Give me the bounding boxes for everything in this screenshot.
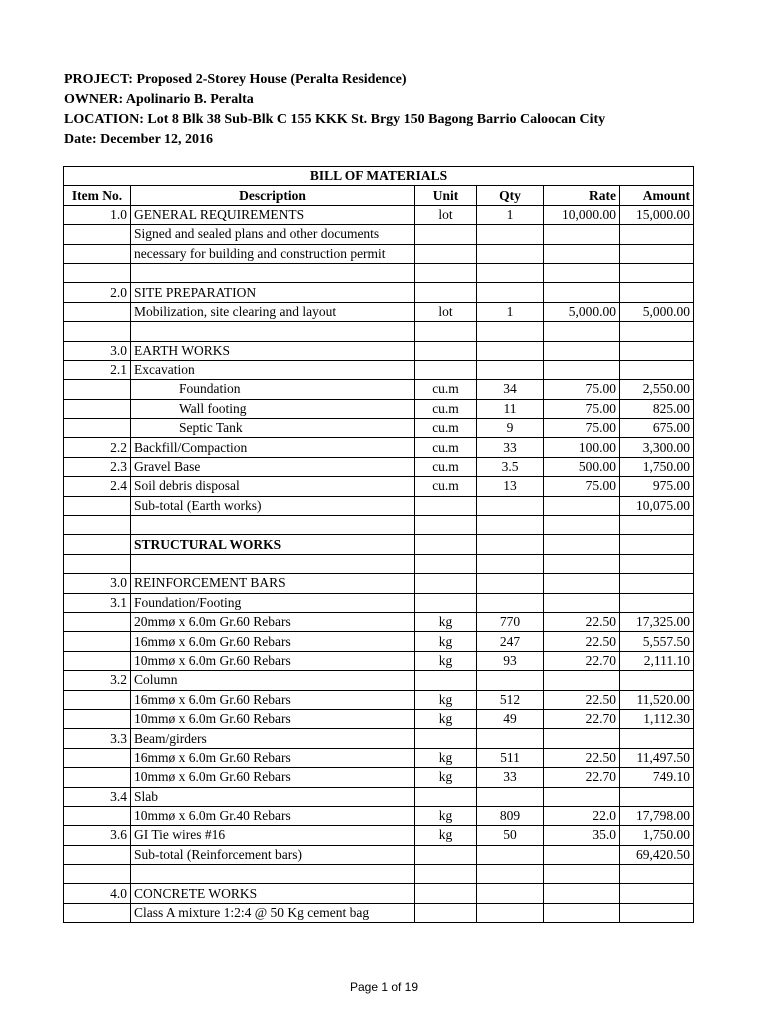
table-title: BILL OF MATERIALS [64,167,694,186]
description-cell: GI Tie wires #16 [131,826,415,845]
unit-cell [415,496,477,515]
unit-cell [415,535,477,554]
unit-cell: kg [415,632,477,651]
description-cell: 10mmø x 6.0m Gr.40 Rebars [131,806,415,825]
unit-cell [415,225,477,244]
description-cell: STRUCTURAL WORKS [131,535,415,554]
column-header-item: Item No. [64,186,131,205]
qty-cell [477,903,544,922]
qty-cell [477,516,544,535]
qty-cell: 809 [477,806,544,825]
rate-cell [544,341,620,360]
page-number: Page 1 of 19 [349,980,419,994]
qty-cell: 34 [477,380,544,399]
item-number-cell: 2.3 [64,457,131,476]
table-row [64,671,694,690]
item-number-cell [64,865,131,884]
table-row [64,225,694,244]
unit-cell: lot [415,302,477,321]
unit-cell [415,322,477,341]
amount-cell [620,322,694,341]
qty-cell: 1 [477,302,544,321]
amount-cell [620,341,694,360]
amount-cell [620,360,694,379]
table-row [64,302,694,321]
item-number-cell [64,516,131,535]
rate-cell [544,360,620,379]
item-number-cell: 3.4 [64,787,131,806]
rate-cell [544,244,620,263]
description-cell: SITE PREPARATION [131,283,415,302]
item-number-cell [64,380,131,399]
description-cell: 16mmø x 6.0m Gr.60 Rebars [131,690,415,709]
description-cell [131,516,415,535]
amount-cell [620,574,694,593]
description-cell: Slab [131,787,415,806]
table-row [64,554,694,573]
table-row [64,903,694,922]
amount-cell [620,225,694,244]
qty-cell [477,593,544,612]
description-cell: Foundation [131,380,415,399]
rate-cell: 100.00 [544,438,620,457]
qty-cell: 33 [477,768,544,787]
unit-cell [415,283,477,302]
amount-cell [620,554,694,573]
item-number-cell [64,651,131,670]
description-cell: Sub-total (Earth works) [131,496,415,515]
amount-cell: 69,420.50 [620,845,694,864]
amount-cell [620,535,694,554]
table-row [64,574,694,593]
description-cell: Foundation/Footing [131,593,415,612]
unit-cell [415,903,477,922]
description-cell [131,554,415,573]
item-number-cell: 3.0 [64,574,131,593]
item-number-cell [64,496,131,515]
rate-cell: 5,000.00 [544,302,620,321]
rate-cell: 75.00 [544,380,620,399]
description-cell: Class A mixture 1:2:4 @ 50 Kg cement bag [131,903,415,922]
table-row [64,651,694,670]
qty-cell: 9 [477,419,544,438]
unit-cell [415,360,477,379]
qty-cell [477,225,544,244]
qty-cell: 3.5 [477,457,544,476]
rate-cell [544,903,620,922]
qty-cell: 33 [477,438,544,457]
rate-cell [544,865,620,884]
table-row [64,341,694,360]
rate-cell [544,574,620,593]
item-number-cell [64,399,131,418]
unit-cell [415,244,477,263]
project-line: PROJECT: Proposed 2-Storey House (Peralta Residence) [64,72,407,87]
description-cell: Soil debris disposal [131,477,415,496]
item-number-cell [64,554,131,573]
rate-cell: 22.50 [544,612,620,631]
amount-cell: 2,550.00 [620,380,694,399]
unit-cell: lot [415,205,477,224]
amount-cell: 1,750.00 [620,826,694,845]
rate-cell: 22.70 [544,709,620,728]
qty-cell: 770 [477,612,544,631]
qty-cell: 1 [477,205,544,224]
column-header-amount: Amount [620,186,694,205]
item-number-cell [64,748,131,767]
qty-cell: 247 [477,632,544,651]
column-header-rate: Rate [544,186,620,205]
unit-cell [415,263,477,282]
bill-of-materials-table [63,166,694,923]
amount-cell: 17,798.00 [620,806,694,825]
item-number-cell: 2.0 [64,283,131,302]
qty-cell: 13 [477,477,544,496]
item-number-cell: 3.3 [64,729,131,748]
unit-cell: kg [415,612,477,631]
amount-cell: 10,075.00 [620,496,694,515]
qty-cell [477,283,544,302]
unit-cell: kg [415,806,477,825]
table-row [64,806,694,825]
unit-cell: cu.m [415,399,477,418]
item-number-cell [64,690,131,709]
table-row [64,826,694,845]
qty-cell [477,845,544,864]
column-header-unit: Unit [415,186,477,205]
unit-cell: kg [415,748,477,767]
qty-cell [477,671,544,690]
table-row [64,477,694,496]
qty-cell [477,341,544,360]
table-row [64,768,694,787]
table-row [64,205,694,224]
table-body [64,205,694,922]
rate-cell: 22.50 [544,748,620,767]
qty-cell: 93 [477,651,544,670]
item-number-cell: 1.0 [64,205,131,224]
table-row [64,632,694,651]
rate-cell [544,884,620,903]
description-cell: Gravel Base [131,457,415,476]
unit-cell [415,787,477,806]
rate-cell: 75.00 [544,419,620,438]
description-cell [131,865,415,884]
description-cell: Mobilization, site clearing and layout [131,302,415,321]
description-cell: 20mmø x 6.0m Gr.60 Rebars [131,612,415,631]
unit-cell [415,516,477,535]
rate-cell [544,729,620,748]
item-number-cell: 4.0 [64,884,131,903]
table-row [64,283,694,302]
rate-cell [544,225,620,244]
unit-cell: kg [415,826,477,845]
item-number-cell [64,845,131,864]
amount-cell: 1,112.30 [620,709,694,728]
unit-cell: cu.m [415,438,477,457]
table-row [64,884,694,903]
rate-cell: 75.00 [544,477,620,496]
qty-cell: 11 [477,399,544,418]
description-cell [131,263,415,282]
table-row [64,729,694,748]
amount-cell [620,865,694,884]
item-number-cell [64,322,131,341]
amount-cell: 17,325.00 [620,612,694,631]
amount-cell [620,884,694,903]
unit-cell [415,574,477,593]
item-number-cell [64,244,131,263]
rate-cell: 22.70 [544,651,620,670]
table-row [64,535,694,554]
item-number-cell: 2.4 [64,477,131,496]
item-number-cell: 2.2 [64,438,131,457]
owner-line: OWNER: Apolinario B. Peralta [64,92,254,107]
item-number-cell [64,263,131,282]
table-row [64,516,694,535]
amount-cell: 5,000.00 [620,302,694,321]
table-row [64,748,694,767]
item-number-cell [64,709,131,728]
amount-cell [620,671,694,690]
unit-cell [415,845,477,864]
item-number-cell: 3.1 [64,593,131,612]
table-row [64,845,694,864]
description-cell: 10mmø x 6.0m Gr.60 Rebars [131,709,415,728]
column-header-qty: Qty [477,186,544,205]
rate-cell [544,554,620,573]
table-row [64,690,694,709]
table-row [64,457,694,476]
unit-cell: cu.m [415,457,477,476]
table-row [64,322,694,341]
document-header [64,70,605,150]
amount-cell: 1,750.00 [620,457,694,476]
amount-cell: 2,111.10 [620,651,694,670]
location-line: LOCATION: Lot 8 Blk 38 Sub-Blk C 155 KKK St. Brgy 150 Bagong Barrio Caloocan City [64,112,606,127]
qty-cell [477,729,544,748]
qty-cell [477,554,544,573]
description-cell: 10mmø x 6.0m Gr.60 Rebars [131,651,415,670]
item-number-cell: 2.1 [64,360,131,379]
amount-cell [620,516,694,535]
item-number-cell [64,419,131,438]
rate-cell [544,283,620,302]
description-cell: Septic Tank [131,419,415,438]
item-number-cell [64,612,131,631]
table-header-row [64,186,694,205]
qty-cell [477,574,544,593]
description-cell: Wall footing [131,399,415,418]
amount-cell [620,903,694,922]
table-row [64,263,694,282]
amount-cell: 5,557.50 [620,632,694,651]
description-cell: Excavation [131,360,415,379]
table-row [64,438,694,457]
rate-cell: 22.0 [544,806,620,825]
amount-cell: 825.00 [620,399,694,418]
table-row [64,496,694,515]
table-row [64,380,694,399]
item-number-cell [64,302,131,321]
description-cell: 16mmø x 6.0m Gr.60 Rebars [131,748,415,767]
description-cell: Backfill/Compaction [131,438,415,457]
rate-cell: 35.0 [544,826,620,845]
rate-cell [544,322,620,341]
rate-cell: 10,000.00 [544,205,620,224]
description-cell: 10mmø x 6.0m Gr.60 Rebars [131,768,415,787]
amount-cell [620,787,694,806]
item-number-cell [64,535,131,554]
item-number-cell: 3.2 [64,671,131,690]
rate-cell: 500.00 [544,457,620,476]
unit-cell: cu.m [415,380,477,399]
rate-cell: 22.50 [544,690,620,709]
amount-cell [620,263,694,282]
description-cell: CONCRETE WORKS [131,884,415,903]
amount-cell: 3,300.00 [620,438,694,457]
amount-cell: 749.10 [620,768,694,787]
unit-cell [415,865,477,884]
table-row [64,593,694,612]
rate-cell [544,845,620,864]
rate-cell [544,496,620,515]
qty-cell [477,263,544,282]
table-row [64,709,694,728]
amount-cell [620,593,694,612]
qty-cell: 49 [477,709,544,728]
table-title-row [64,167,694,186]
description-cell: 16mmø x 6.0m Gr.60 Rebars [131,632,415,651]
item-number-cell [64,225,131,244]
description-cell: necessary for building and construction permit [131,244,415,263]
description-cell [131,322,415,341]
rate-cell [544,787,620,806]
amount-cell: 975.00 [620,477,694,496]
qty-cell [477,496,544,515]
unit-cell [415,884,477,903]
table-row [64,360,694,379]
item-number-cell [64,632,131,651]
rate-cell [544,263,620,282]
rate-cell: 22.70 [544,768,620,787]
table-row [64,787,694,806]
table-row [64,419,694,438]
description-cell: REINFORCEMENT BARS [131,574,415,593]
item-number-cell [64,768,131,787]
amount-cell [620,283,694,302]
description-cell: Beam/girders [131,729,415,748]
unit-cell [415,671,477,690]
amount-cell [620,244,694,263]
qty-cell [477,787,544,806]
item-number-cell [64,903,131,922]
unit-cell: cu.m [415,477,477,496]
column-header-description: Description [131,186,415,205]
description-cell: EARTH WORKS [131,341,415,360]
item-number-cell: 3.0 [64,341,131,360]
unit-cell: kg [415,709,477,728]
date-line: Date: December 12, 2016 [64,132,214,147]
amount-cell: 11,520.00 [620,690,694,709]
description-cell: Signed and sealed plans and other documents [131,225,415,244]
rate-cell [544,593,620,612]
amount-cell: 675.00 [620,419,694,438]
qty-cell [477,884,544,903]
item-number-cell [64,806,131,825]
amount-cell [620,729,694,748]
rate-cell [544,535,620,554]
qty-cell [477,244,544,263]
rate-cell [544,516,620,535]
qty-cell: 50 [477,826,544,845]
rate-cell: 22.50 [544,632,620,651]
qty-cell [477,535,544,554]
amount-cell: 11,497.50 [620,748,694,767]
table-row [64,612,694,631]
unit-cell [415,729,477,748]
qty-cell: 512 [477,690,544,709]
unit-cell [415,554,477,573]
qty-cell [477,865,544,884]
qty-cell [477,322,544,341]
description-cell: Sub-total (Reinforcement bars) [131,845,415,864]
amount-cell: 15,000.00 [620,205,694,224]
table-row [64,865,694,884]
table-row [64,399,694,418]
description-cell: Column [131,671,415,690]
rate-cell: 75.00 [544,399,620,418]
unit-cell: kg [415,768,477,787]
table-row [64,244,694,263]
unit-cell: cu.m [415,419,477,438]
unit-cell [415,341,477,360]
qty-cell: 511 [477,748,544,767]
unit-cell [415,593,477,612]
description-cell: GENERAL REQUIREMENTS [131,205,415,224]
unit-cell: kg [415,690,477,709]
qty-cell [477,360,544,379]
rate-cell [544,671,620,690]
item-number-cell: 3.6 [64,826,131,845]
unit-cell: kg [415,651,477,670]
